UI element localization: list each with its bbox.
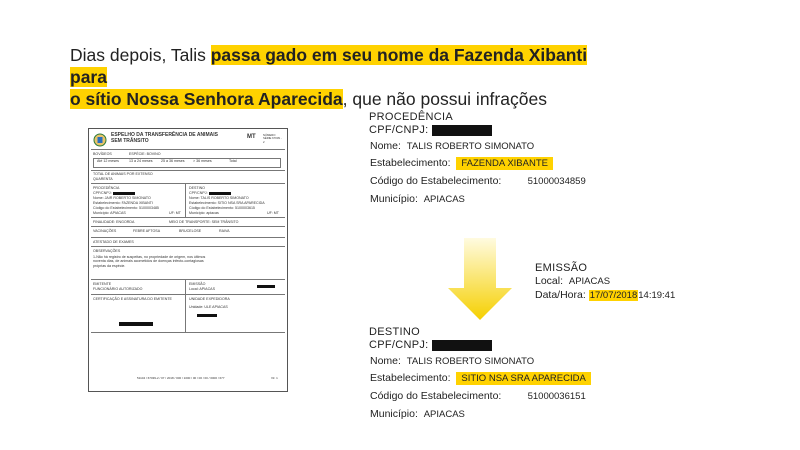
destino-estab: Estabelecimento: SITIO NSA SRA APARECIDA bbox=[369, 372, 591, 384]
doc-codigo-dest: Código do Estabelecimento: 5100003615 bbox=[189, 206, 255, 210]
doc-emitente: EMITENTE bbox=[93, 282, 112, 286]
doc-title: ESPELHO DA TRANSFERÊNCIA DE ANIMAIS SEM TRÂNSITO bbox=[111, 132, 218, 144]
doc-uf-dest: UF: MT bbox=[267, 211, 279, 215]
procedencia-cpf bbox=[369, 124, 586, 136]
destino-title: DESTINO bbox=[369, 326, 420, 338]
emissao-time-value: 14:19:41 bbox=[638, 290, 676, 301]
doc-age-col-5: Total bbox=[229, 159, 237, 163]
destino-codigo: Código do Estabelecimento: 51000036151 bbox=[370, 390, 586, 402]
headline-highlight2: o sítio Nossa Senhora Aparecida bbox=[70, 89, 343, 109]
headline bbox=[70, 44, 590, 110]
doc-age-col-1: Até 12 meses bbox=[97, 159, 119, 163]
doc-uf-proc: UF: MT bbox=[169, 211, 181, 215]
headline-highlight1: passa gado em seu nome da Fazenda Xibanti para bbox=[70, 45, 588, 87]
destino-municipio: Município: APIACAS bbox=[370, 408, 465, 420]
doc-codigo-proc: Código do Estabelecimento: 5100003485 bbox=[93, 206, 159, 210]
doc-cpf-proc: CPF/CNPJ: bbox=[93, 191, 135, 195]
doc-age-col-3: 25 a 36 meses bbox=[161, 159, 185, 163]
destino-cpf bbox=[369, 339, 591, 351]
doc-estab-proc: Estabelecimento: FAZENDA XIBANTI bbox=[93, 201, 153, 205]
doc-municipio-dest: Município: apiacas bbox=[189, 211, 219, 215]
headline-part2: , que não possui infrações bbox=[342, 89, 547, 109]
doc-municipio-proc: Município: APIACAS bbox=[93, 211, 126, 215]
doc-local-small: Local: APIACAS bbox=[189, 287, 215, 291]
doc-destino: DESTINO bbox=[189, 186, 205, 190]
down-arrow-icon bbox=[448, 238, 512, 320]
destino-section bbox=[369, 326, 591, 420]
destino-nome: Nome: TALIS ROBERTO SIMONATO bbox=[370, 355, 535, 367]
transfer-document bbox=[88, 128, 288, 392]
destino-estab-value: SITIO NSA SRA APARECIDA bbox=[456, 372, 590, 385]
doc-obs-text: 1-Não há registro de suspeitas, no propriedade de origem, nos últimos noventa dias, de animais acometidos de doenças infecto-contagiosas próprias da espécie. bbox=[93, 255, 206, 268]
doc-age-col-4: > 36 meses bbox=[193, 159, 212, 163]
emissao-local: Local: APIACAS bbox=[535, 275, 611, 287]
procedencia-codigo: Código do Estabelecimento: 51000034859 bbox=[370, 175, 586, 187]
doc-emitente-val: FUNCIONÁRIO AUTORIZADO bbox=[93, 287, 143, 291]
doc-procedencia: PROCEDÊNCIA bbox=[93, 186, 120, 190]
doc-especie: ESPÉCIE: BOVINO bbox=[129, 152, 161, 156]
doc-total-value: QUARENTA bbox=[93, 177, 113, 181]
emissao-data: Data/Hora: 17/07/201814:19:41 bbox=[535, 289, 676, 301]
doc-bovideos: BOVÍDEOS bbox=[93, 152, 112, 156]
doc-cpf-dest: CPF/CNPJ: bbox=[189, 191, 231, 195]
doc-unidade: UNIDADE EXPEDIDORA bbox=[189, 297, 230, 301]
emissao-date-value: 17/07/2018 bbox=[589, 290, 638, 301]
emissao-title: EMISSÃO bbox=[535, 262, 588, 274]
doc-vacinacoes: VACINAÇÕES bbox=[93, 229, 117, 233]
doc-observacoes: OBSERVAÇÕES bbox=[93, 249, 121, 253]
doc-nome-dest: Nome: TALIS ROBERTO SIMONATO bbox=[189, 196, 249, 200]
coat-of-arms-icon bbox=[93, 133, 107, 147]
procedencia-municipio: Município: APIACAS bbox=[370, 193, 465, 205]
doc-certificacao: CERTIFICAÇÃO E ASSINATURA DO EMITENTE bbox=[93, 297, 172, 301]
doc-state: MT bbox=[247, 134, 256, 140]
procedencia-estab-value: FAZENDA XIBANTE bbox=[456, 157, 553, 170]
doc-serial: NÚMERO SÉRIE 67039 - 2 bbox=[263, 133, 282, 144]
procedencia-title: PROCEDÊNCIA bbox=[369, 111, 453, 123]
doc-atestado: ATESTADO DE EXAMES bbox=[93, 240, 134, 244]
procedencia-estab: Estabelecimento: FAZENDA XIBANTE bbox=[369, 157, 586, 169]
doc-footer-code: 51104 / 67039-2 / 07 / 2018 / 000 / 1000 / 00 / 00 / 00 / 0000 / 677 bbox=[137, 376, 225, 380]
doc-raiva: RAIVA bbox=[219, 229, 230, 233]
doc-emissao: EMISSÃO bbox=[189, 282, 206, 286]
doc-brucelose: BRUCELOSE bbox=[179, 229, 202, 233]
procedencia-nome: Nome: TALIS ROBERTO SIMONATO bbox=[370, 140, 535, 152]
doc-febre: FEBRE AFTOSA bbox=[133, 229, 161, 233]
headline-part1: Dias depois, Talis bbox=[70, 45, 211, 65]
procedencia-cpf-redacted bbox=[432, 125, 492, 136]
doc-total-label: TOTAL DE ANIMAIS POR EXTENSO bbox=[93, 172, 153, 176]
doc-nome-proc: Nome: JAIR ROBERTO SIMONATO bbox=[93, 196, 151, 200]
procedencia-section bbox=[369, 111, 586, 205]
doc-meio: MEIO DE TRANSPORTE: SEM TRÂNSITO bbox=[169, 220, 239, 224]
doc-finalidade: FINALIDADE: ENGORDA bbox=[93, 220, 135, 224]
doc-estab-dest: Estabelecimento: SITIO NSA SRA APARECIDA bbox=[189, 201, 265, 205]
doc-unidade-val: Unidade: ULE APIACAS bbox=[189, 305, 228, 309]
emissao-section bbox=[535, 262, 675, 301]
destino-cpf-redacted bbox=[432, 340, 492, 351]
doc-page: Vlr. 1 bbox=[271, 376, 278, 380]
doc-age-col-2: 13 a 24 meses bbox=[129, 159, 153, 163]
procedencia-cpf-label: CPF/CNPJ: bbox=[369, 124, 429, 136]
destino-cpf-label: CPF/CNPJ: bbox=[369, 339, 429, 351]
